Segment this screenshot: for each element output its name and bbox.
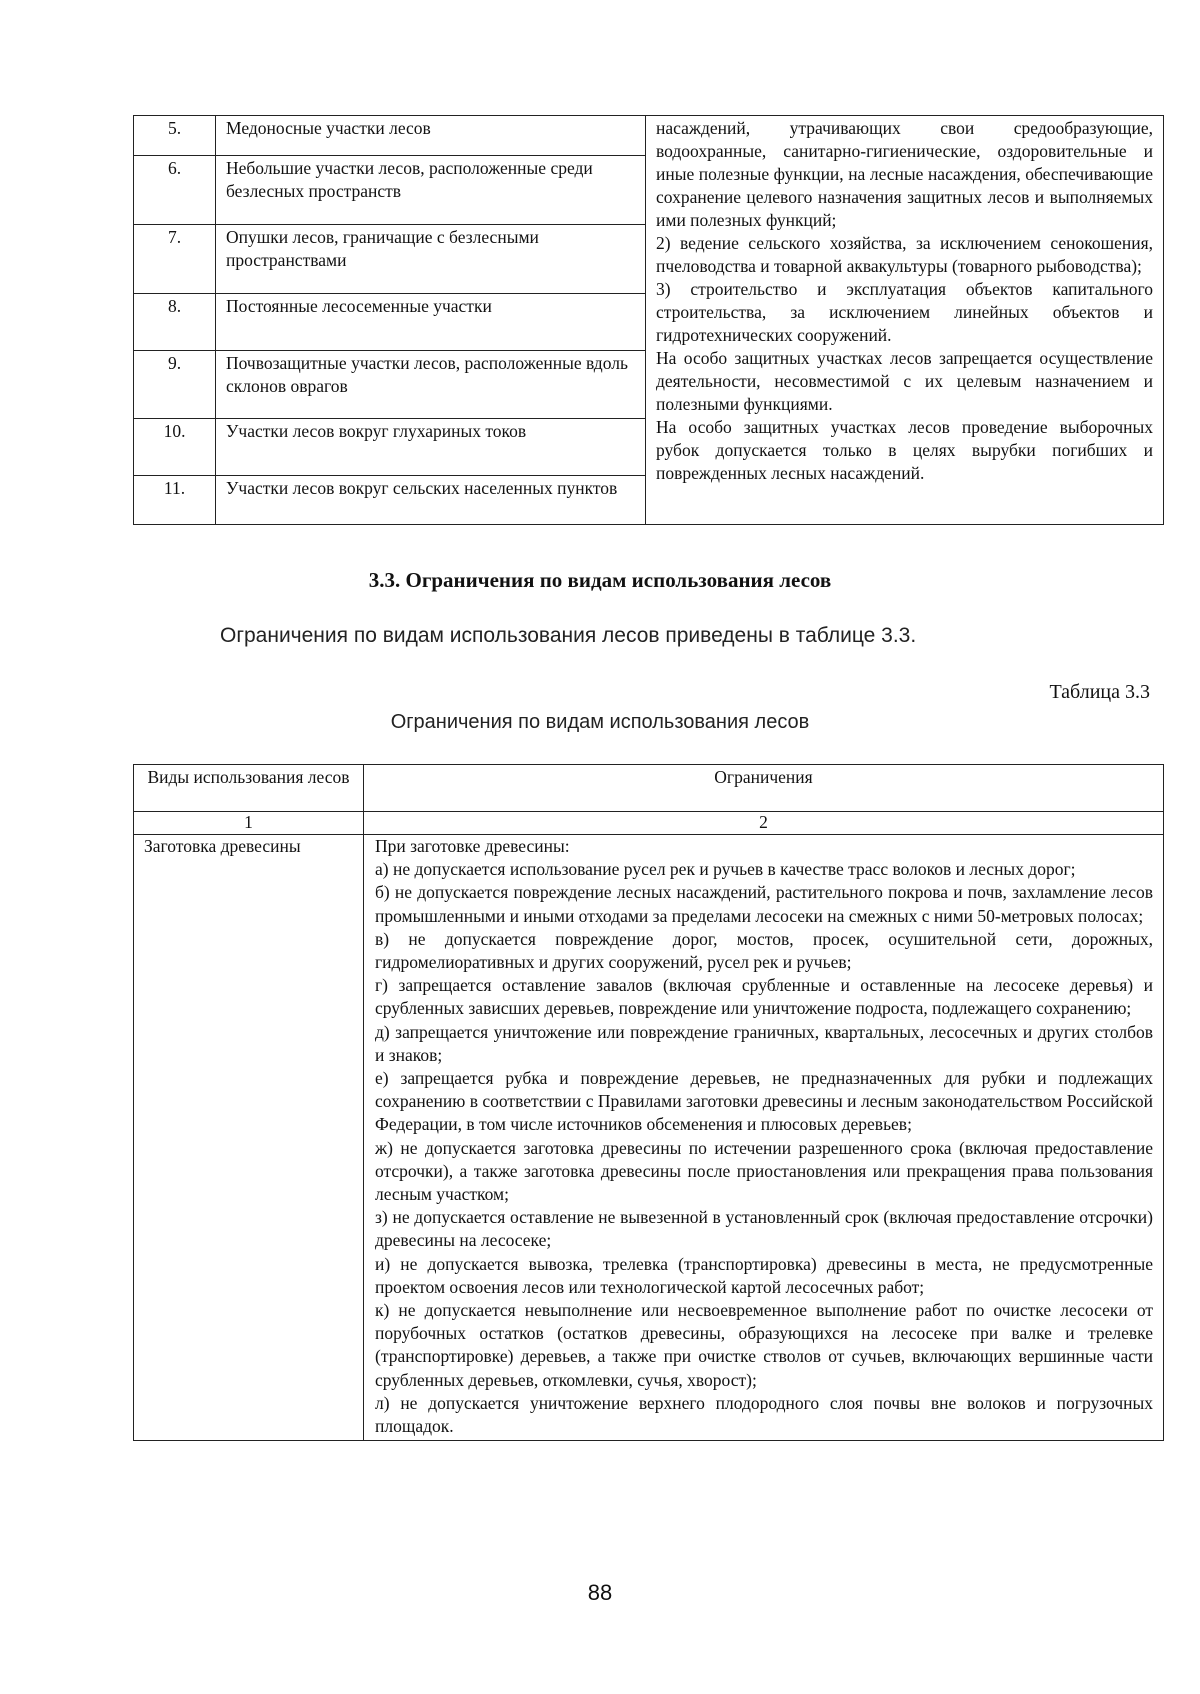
table-row	[134, 835, 1164, 1441]
column-number: 1	[134, 812, 364, 835]
restriction-item: г) запрещается оставление завалов (включая срубленные и оставленные на лесосеке деревья) и срубленных зависших деревьев, повреждение или уничтожение подроста, подлежащего сохранению;	[375, 975, 1153, 1019]
row-number: 8.	[134, 294, 216, 351]
row-number: 7.	[134, 225, 216, 294]
restriction-item: и) не допускается вывозка, трелевка (транспортировка) древесины в места, не предусмотренные проектом освоения лесов или технологической картой лесосечных работ;	[375, 1253, 1153, 1297]
regime-paragraph: На особо защитных участках лесов проведение выборочных рубок допускается только в целях вырубки погибших и поврежденных лесных насаждений.	[656, 417, 1153, 483]
restriction-item: е) запрещается рубка и повреждение деревьев, не предназначенных для рубки и подлежащих сохранению в соответствии с Правилами заготовки древесины и лесным законодательством Российской Федерации, в том числе источников обсеменения и плюсовых деревьев;	[375, 1068, 1153, 1135]
table-caption: Ограничения по видам использования лесов	[390, 711, 810, 733]
row-number: 6.	[134, 156, 216, 225]
intro-paragraph: Ограничения по видам использования лесов приведены в таблице 3.3.	[220, 624, 917, 647]
area-name: Почвозащитные участки лесов, расположенные вдоль склонов оврагов	[216, 351, 646, 419]
column-header-restrictions: Ограничения	[364, 765, 1164, 812]
area-name: Постоянные лесосеменные участки	[216, 294, 646, 351]
table-header-row	[134, 765, 1164, 812]
use-type-cell: Заготовка древесины	[134, 835, 364, 1441]
page-number: 88	[587, 1580, 613, 1605]
table-row	[134, 116, 1164, 156]
table-number-label: Таблица 3.3	[1049, 681, 1150, 703]
restriction-item: з) не допускается оставление не вывезенной в установленный срок (включая предоставление отсрочки) древесины на лесосеке;	[375, 1207, 1153, 1251]
row-number: 9.	[134, 351, 216, 419]
area-name: Участки лесов вокруг сельских населенных пунктов	[216, 476, 646, 525]
regime-paragraph: 3) строительство и эксплуатация объектов капитального строительства, за исключением линейных объектов и гидротехнических сооружений.	[656, 279, 1153, 345]
row-number: 11.	[134, 476, 216, 525]
forest-use-restrictions-table	[133, 764, 1164, 1441]
column-number: 2	[364, 812, 1164, 835]
restriction-item: в) не допускается повреждение дорог, мостов, просек, осушительной сети, дорожных, гидромелиоративных и других сооружений, русел рек и ручьев;	[375, 928, 1153, 973]
restriction-item: л) не допускается уничтожение верхнего плодородного слоя почвы вне волоков и погрузочных площадок.	[375, 1392, 1153, 1437]
restriction-item: При заготовке древесины:	[375, 836, 570, 856]
restriction-item: ж) не допускается заготовка древесины по истечении разрешенного срока (включая предоставление отсрочки), а также заготовка древесины после приостановления или прекращения права пользования лесным участком;	[375, 1137, 1153, 1205]
restrictions-cell	[364, 835, 1164, 1441]
regime-paragraph: насаждений, утрачивающих свои средообразующие, водоохранные, санитарно-гигиенические, оздоровительные и иные полезные функции, на лесные насаждения, обеспечивающие сохранение целевого назначения защитных лесов и выполняемых ими полезных функций;	[656, 118, 1153, 230]
restriction-item: б) не допускается повреждение лесных насаждений, растительного покрова и почв, захламление лесов промышленными и иными отходами за пределами лесосеки на смежных с ними 50-метровых полосах;	[375, 882, 1153, 926]
area-name: Опушки лесов, граничащие с безлесными пространствами	[216, 225, 646, 294]
regime-cell	[646, 116, 1164, 525]
area-name: Небольшие участки лесов, расположенные среди безлесных пространств	[216, 156, 646, 225]
restriction-item: к) не допускается невыполнение или несвоевременное выполнение работ по очистке лесосеки от порубочных остатков (остатков древесины, образующихся на лесосеке при валке и трелевке (транспортировке) деревьев, а также при очистке стволов от сучьев, включающих вершинные части срубленных деревьев, откомлевки, сучья, хворост);	[375, 1300, 1153, 1390]
regime-paragraph: На особо защитных участках лесов запрещается осуществление деятельности, несовместимой с их целевым назначением и полезными функциями.	[656, 348, 1153, 414]
restriction-item: а) не допускается использование русел рек и ручьев в качестве трасс волоков и лесных дорог;	[375, 859, 1076, 880]
section-heading: 3.3. Ограничения по видам использования лесов	[368, 568, 832, 592]
row-number: 5.	[134, 116, 216, 156]
area-name: Участки лесов вокруг глухариных токов	[216, 419, 646, 476]
row-number: 10.	[134, 419, 216, 476]
regime-paragraph: 2) ведение сельского хозяйства, за исключением сенокошения, пчеловодства и товарной аквакультуры (товарного рыбоводства);	[656, 233, 1153, 276]
column-header-use-types: Виды использования лесов	[134, 765, 364, 812]
column-number-row	[134, 812, 1164, 835]
protective-areas-table-continuation	[133, 115, 1164, 525]
restriction-item: д) запрещается уничтожение или повреждение граничных, квартальных, лесосечных и других столбов и знаков;	[375, 1021, 1153, 1065]
area-name: Медоносные участки лесов	[216, 116, 646, 156]
